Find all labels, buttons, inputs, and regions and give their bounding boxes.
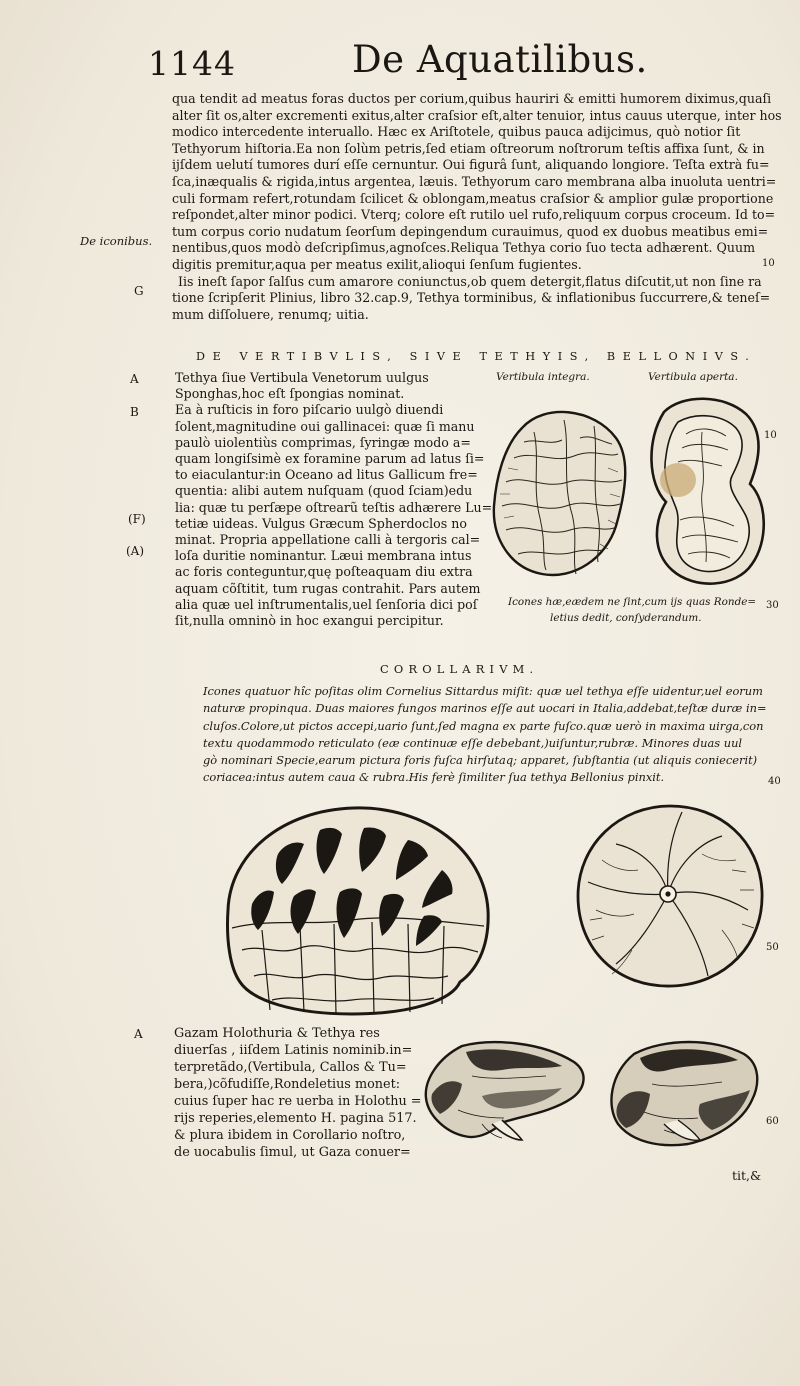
caption-line: letius dedit, conſyderandum.: [550, 612, 702, 624]
figure-label-left: Vertibula integra.: [496, 371, 590, 383]
text-line: naturæ propinqua. Duas maiores fungos marinos eſſe aut uocari in Italia,addebat,teſtæ duræ in=: [203, 701, 767, 716]
text-line: tetiæ uideas. Vulgus Græcum Spherdoclos no: [175, 515, 467, 531]
text-line: qua tendit ad meatus foras ductos per corium,quibus hauriri & emitti humorem diximus,quaſi: [172, 91, 772, 106]
margin-letter: G: [134, 284, 144, 298]
line-number: 40: [768, 776, 781, 787]
text-line: gò nominari Specie,earum pictura foris fuſca hirſutaq; apparet, ſubſtantia (ut aliquis coniecerit): [203, 753, 758, 768]
text-line: tione ſcripſerit Plinius, libro 32.cap.9, Tethya torminibus, & inflationibus ſuccurrere,& teneſ=: [172, 290, 771, 306]
text-line: ſolent,magnitudine oui gallinacei: quæ ſi manu: [175, 418, 475, 434]
text-line: aquam cõſtitit, tum rugas contrahit. Pars autem: [175, 580, 481, 596]
text-line: Gazam Holothuria & Tethya res: [174, 1026, 380, 1041]
text-line: minat. Propria appellatione calli à tergoris cal=: [175, 532, 481, 548]
text-line: quam longiſsimè ex foramine parum ad latus ſi=: [175, 451, 485, 467]
margin-letter: A: [130, 372, 139, 386]
text-line: de uocabulis ſimul, ut Gaza conuer=: [174, 1145, 411, 1160]
text-line: ac foris conteguntur,quę poſteaquam diu extra: [175, 564, 473, 580]
text-line: culi formam refert,rotundam ſcilicet & oblongam,meatus craſsior & amplior gulæ proportione: [172, 190, 774, 206]
margin-note: De iconibus.: [80, 234, 153, 248]
text-line: mum diſſoluere, renumq; uitia.: [172, 306, 369, 322]
text-line: paulò uiolentiùs comprimas, ſyringæ modo a=: [175, 434, 471, 450]
text-line: cuius ſuper hac re uerba in Holothu =: [174, 1094, 422, 1109]
section-paragraph: [175, 370, 492, 629]
text-line: alia quæ uel inſtrumentalis,uel ſenſoria dici poſ: [175, 596, 478, 612]
vertibula-integra-illustration: [484, 398, 634, 588]
line-number: 10: [764, 430, 777, 441]
text-line: ſca,inæqualis & rigida,intus argentea, læuis. Tethyorum caro membrana alba inuoluta uentri=: [172, 173, 777, 189]
stain-spot: [660, 463, 696, 497]
text-line: tum corpus corio nudatum ſeorſum depingendum curauimus, quod ex duobus meatibus emi=: [172, 223, 769, 239]
figure-label-right: Vertibula aperta.: [648, 371, 738, 383]
small-fungus-left-illustration: [422, 1036, 592, 1146]
text-line: textu quodammodo reticulato (eæ continuæ eſſe debebant,)uiſuntur,rubræ. Minores duas uul: [203, 735, 743, 750]
text-line: Icones quatuor hîc poſitas olim Cornelius Sittardus miſit: quæ uel tethya eſſe uidentur,uel eorum: [203, 684, 763, 698]
line-number: 50: [766, 942, 779, 953]
text-line: rijs reperies,elemento H. pagina 517.: [174, 1111, 417, 1126]
text-line: to eiaculantur:in Oceano ad litus Gallicum fre=: [175, 467, 478, 483]
small-fungus-right-illustration: [604, 1034, 762, 1152]
bottom-paragraph: [174, 1025, 421, 1161]
margin-letter: (A): [126, 544, 145, 558]
text-line: reſpondet,alter minor podici. Vterq; colore eſt rutilo uel rufo,reliquum corpus croceum. Id to=: [172, 207, 776, 223]
figure-caption: [508, 594, 756, 626]
margin-letter: (F): [128, 512, 146, 526]
text-line: nentibus,quos modò deſcripſimus,agnoſces.Reliqua Tethya corio ſuo tecta adhærent. Quum: [172, 240, 756, 256]
margin-letter: A: [134, 1027, 143, 1041]
line-number: 10: [762, 258, 775, 269]
line-number: 30: [766, 600, 779, 611]
corollarium-heading: COROLLARIVM.: [380, 662, 539, 676]
netted-sponge-illustration: [212, 800, 502, 1020]
text-line: coriacea:intus autem caua & rubra.His ferè ſimiliter ſua tethya Bellonius pinxit.: [203, 770, 665, 785]
section-heading: DE VERTIBVLIS, SIVE TETHYIS, BELLONIVS.: [196, 350, 757, 363]
text-line: & plura ibidem in Corollario noſtro,: [174, 1128, 406, 1143]
text-line: loſa duritie nominantur. Læui membrana intus: [175, 548, 472, 564]
text-line: lia: quæ tu perſæpe oſtrearũ teſtis adhærere Lu=: [175, 499, 493, 515]
text-line: Iis ineſt ſapor ſalſus cum amarore coniunctus,ob quem detergit,flatus diſcutit,ut non ſine ra: [178, 273, 762, 289]
text-line: Ea à ruſticis in foro piſcario uulgò diuendi: [175, 402, 444, 418]
text-line: ijſdem uelutí tumores durí eſſe cernuntur. Oui figurâ ſunt, aliquando longiore. Teſta extrà fu=: [172, 157, 770, 173]
text-line: bera,)cõfudiſſe,Rondeletius monet:: [174, 1077, 401, 1092]
text-line: digitis premitur,aqua per meatus exilit,alioqui ſenſum fugientes.: [172, 256, 582, 272]
page-number: 1144: [148, 44, 236, 83]
text-line: terpretãdo,(Vertibula, Callos & Tu=: [174, 1060, 407, 1075]
text-line: Tethyorum hiſtoria.Ea non ſolùm petris,ſed etiam oſtreorum noſtrorum teſtis affixa ſunt, & in: [172, 140, 765, 156]
margin-letter: B: [130, 405, 139, 419]
vertibula-aperta-illustration: [642, 392, 768, 592]
text-line: cluſos.Colore,ut pictos accepi,uario ſunt,ſed magna ex parte fuſco.quæ uerò in maxima uirga,con: [203, 718, 764, 733]
corollarium-paragraph: [203, 683, 767, 787]
text-line: ſit,nulla omninò in hoc exangui percipitur.: [175, 613, 444, 629]
radiate-sponge-illustration: [572, 800, 768, 990]
text-line: alter ſit os,alter excrementi exitus,alter craſsior eſt,alter tenuior, intus cauus uterque, inter hos: [172, 107, 782, 123]
text-line: modico intercedente interuallo. Hæc ex Ariſtotele, quibus pauca adijcimus, quò notior ſit: [172, 124, 741, 140]
catchword: tit,&: [732, 1168, 762, 1183]
top-paragraph: [172, 91, 782, 323]
text-line: quentia: alibi autem nuſquam (quod ſciam)edu: [175, 483, 473, 499]
line-number: 60: [766, 1116, 779, 1127]
text-line: Tethya ſiue Vertibula Venetorum uulgus: [175, 370, 429, 385]
text-line: diuerſas , iiſdem Latinis nominib.in=: [174, 1043, 413, 1058]
caption-line: Icones hæ,eædem ne ſint,cum ijs quas Ronde=: [508, 596, 757, 608]
running-head: De Aquatilibus.: [352, 38, 648, 81]
text-line: Sponghas,hoc eſt ſpongias nominat.: [175, 386, 405, 402]
